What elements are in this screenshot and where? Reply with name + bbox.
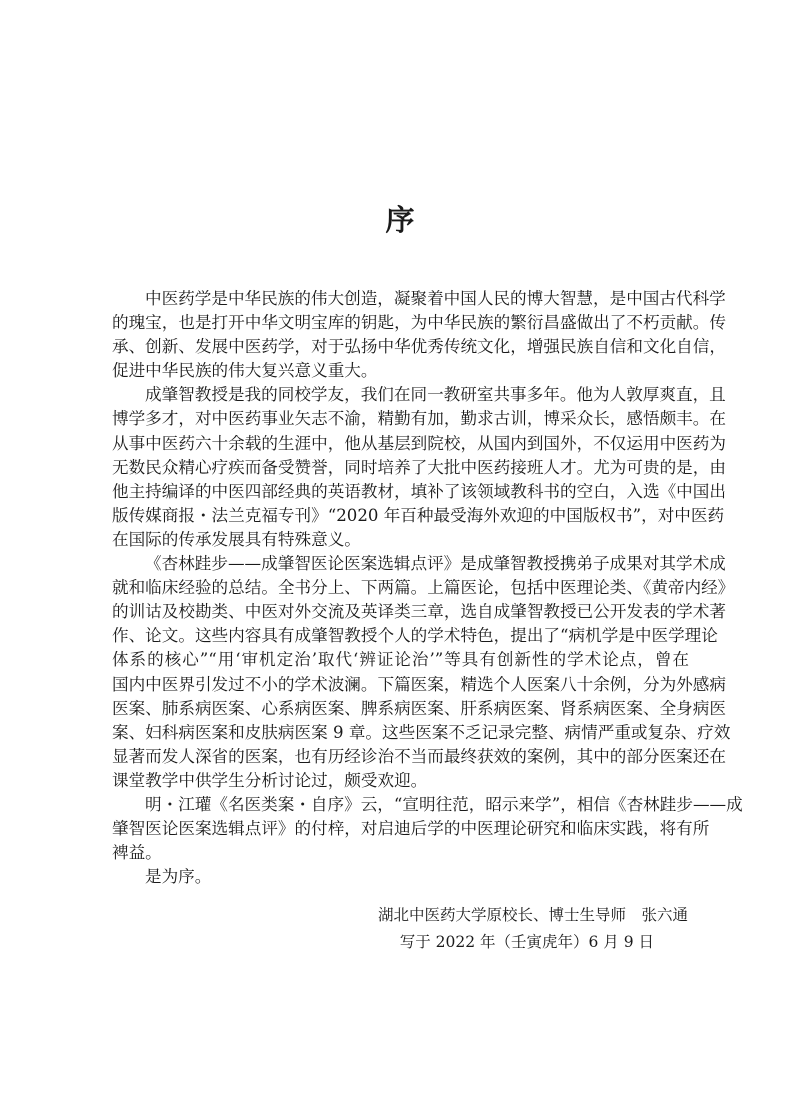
text-line: 体系的核心”“用‘审机定治’取代‘辨证论治’”等具有创新性的学术论点，曾在: [112, 650, 689, 670]
text-line: 促进中华民族的伟大复兴意义重大。: [112, 361, 378, 381]
page-title: 序: [385, 203, 415, 237]
paragraph: [112, 287, 726, 383]
text-line: 显著而发人深省的医案，也有历经诊治不当而最终获效的案例，其中的部分医案还在: [112, 746, 726, 766]
text-line: 版传媒商报・法兰克福专刊》“2020 年百种最受海外欢迎的中国版权书”，对中医药: [112, 505, 725, 525]
text-line: 裨益。: [112, 843, 162, 863]
text-line: 是为序。: [145, 867, 212, 887]
text-line: 案、妇科病医案和皮肤病医案 9 章。这些医案不乏记录完整、病情严重或复杂、疗效: [112, 722, 731, 742]
text-line: 的训诂及校勘类、中医对外交流及英译类三章，选自成肇智教授已公开发表的学术著: [112, 602, 726, 622]
text-line: 中医药学是中华民族的伟大创造，凝聚着中国人民的博大智慧，是中国古代科学: [145, 289, 726, 308]
text-line: 无数民众精心疗疾而备受赞誉，同时培养了大批中医药接班人才。尤为可贵的是，由: [112, 457, 726, 477]
text-line: 他主持编译的中医四部经典的英语教材，填补了该领域教科书的空白，入选《中国出: [112, 481, 726, 501]
text-line: 的瑰宝，也是打开中华文明宝库的钥匙，为中华民族的繁衍昌盛做出了不朽贡献。传: [112, 313, 726, 333]
text-line: 成肇智教授是我的同校学友，我们在同一教研室共事多年。他为人敦厚爽直，且: [145, 385, 726, 405]
text-line: 肇智医论医案选辑点评》的付梓，对启迪后学的中医理论研究和临床实践，将有所: [112, 819, 710, 839]
text-line: 在国际的传承发展具有特殊意义。: [112, 529, 361, 549]
signature-block: [378, 902, 688, 956]
paragraph: [112, 793, 743, 865]
paragraph: [112, 552, 735, 793]
text-line: 博学多才，对中医药事业矢志不渝，精勤有加，勤求古训，博采众长，感悟颇丰。在: [112, 409, 726, 429]
text-line: 明・江瓘《名医类案・自序》云，“宣明往范，昭示来学”，相信《杏林跬步——成: [145, 794, 743, 814]
signature-date: 写于 2022 年（壬寅虎年）6 月 9 日: [399, 933, 654, 951]
paragraph: [112, 865, 689, 889]
text-line: 课堂教学中供学生分析讨论过，颇受欢迎。: [112, 770, 428, 790]
text-line: 《杏林跬步——成肇智医论医案选辑点评》是成肇智教授携弟子成果对其学术成: [145, 554, 726, 574]
text-line: 医案、肺系病医案、心系病医案、脾系病医案、肝系病医案、肾系病医案、全身病医: [112, 698, 726, 718]
signature-author: 湖北中医药大学原校长、博士生导师 张六通: [377, 906, 688, 924]
paragraph: [112, 383, 726, 552]
text-line: 作、论文。这些内容具有成肇智教授个人的学术特色，提出了“病机学是中医学理论: [112, 626, 718, 646]
text-line: 承、创新、发展中医药学，对于弘扬中华优秀传统文化，增强民族自信和文化自信，: [112, 337, 726, 357]
text-line: 国内中医界引发过不小的学术波澜。下篇医案，精选个人医案八十余例，分为外感病: [112, 674, 726, 694]
text-line: 从事中医药六十余载的生涯中，他从基层到院校，从国内到国外，不仅运用中医药为: [112, 433, 726, 453]
preface-body: [112, 287, 743, 889]
text-line: 就和临床经验的总结。全书分上、下两篇。上篇医论，包括中医理论类、《黄帝内经》: [112, 578, 735, 598]
